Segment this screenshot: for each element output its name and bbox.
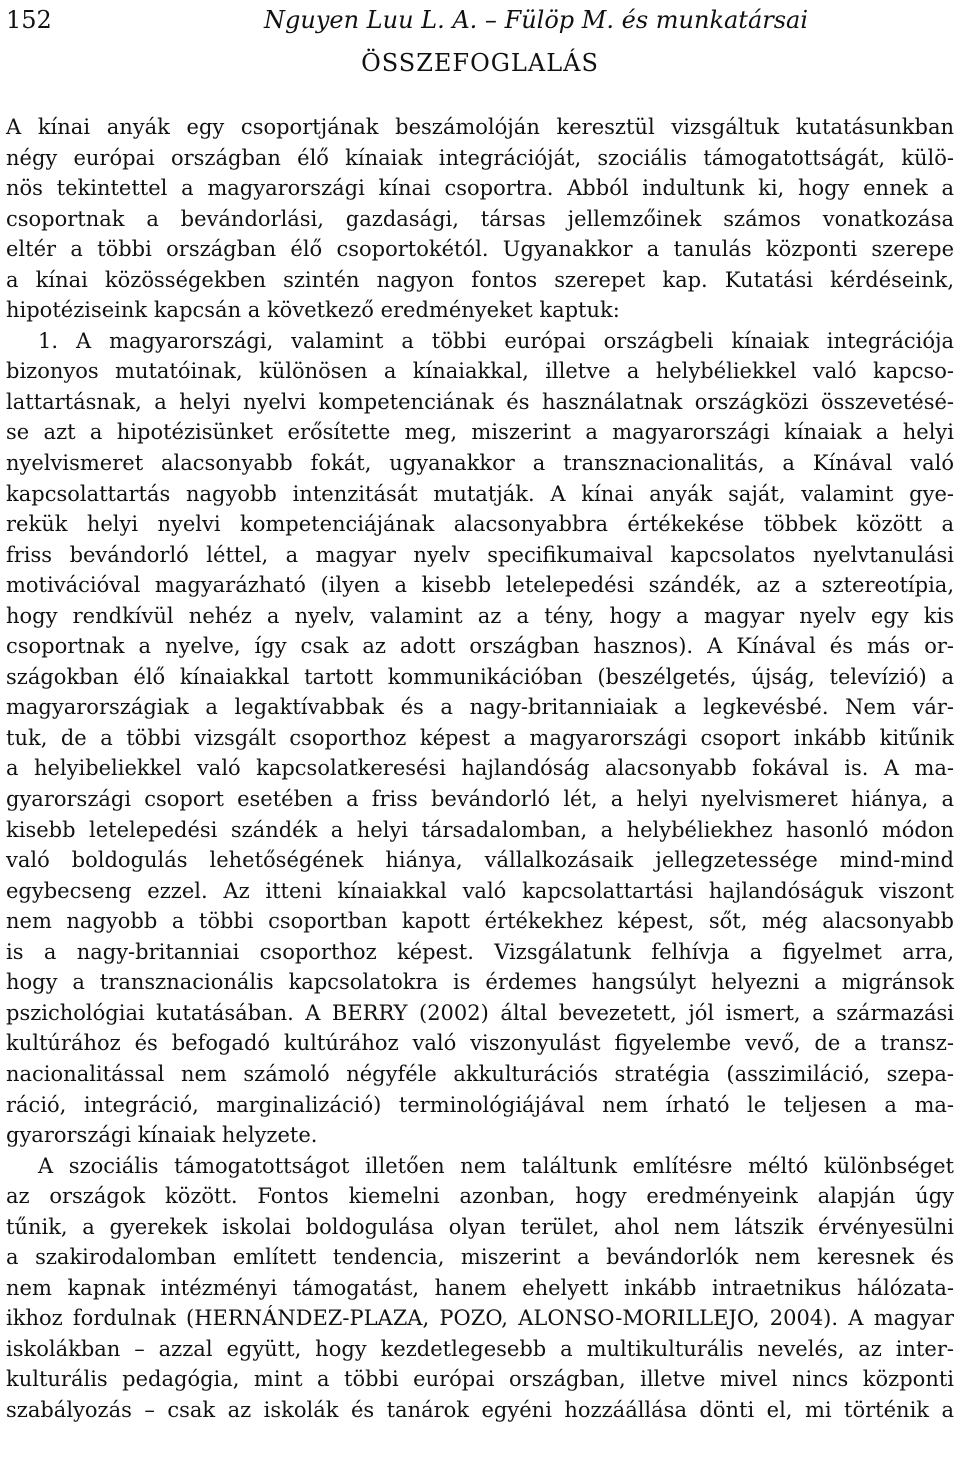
text-line: a helyibeliekkel való kapcsolatkeresési hajlandóság alacsonyabb fokával is. A ma- bbox=[6, 756, 954, 781]
section-title: ÖSSZEFOGLALÁS bbox=[361, 49, 599, 77]
text-line: nacionalitással nem számoló négyféle akkulturációs stratégia (asszimiláció, szepa- bbox=[6, 1061, 954, 1086]
text-line: való boldogulás lehetőségének hiánya, vállalkozásaik jellegzetessége mind-mind bbox=[6, 848, 954, 873]
running-head-authors: Nguyen Luu L. A. – Fülöp M. és munkatársai bbox=[264, 6, 809, 34]
text-line: motivációval magyarázható (ilyen a kisebb letelepedési szándék, az a sztereotípia, bbox=[6, 573, 954, 598]
text-line: A szociális támogatottságot illetően nem találtunk említésre méltó különbséget bbox=[38, 1153, 954, 1178]
text-line: négy európai országban élő kínaiak integrációját, szociális támogatottságát, külö- bbox=[6, 145, 954, 170]
text-line: lattartásnak, a helyi nyelvi kompetenciának és használatnak országközi összevetésé- bbox=[6, 389, 954, 414]
text-line: ikhoz fordulnak (HERNÁNDEZ-PLAZA, POZO, ALONSO-MORILLEJO, 2004). A magyar bbox=[6, 1306, 954, 1331]
text-line: szabályozás – csak az iskolák és tanárok egyéni hozzáállása dönti el, mi történik a bbox=[6, 1397, 954, 1422]
document-page bbox=[6, 0, 954, 1460]
text-line: se azt a hipotézisünket erősítette meg, miszerint a magyarországi kínaiak a helyi bbox=[6, 420, 954, 445]
text-line: gyarországi csoport esetében a friss bevándorló lét, a helyi nyelvismeret hiánya, a bbox=[6, 787, 954, 812]
text-line: is a nagy-britanniai csoporthoz képest. Vizsgálatunk felhívja a figyelmet arra, bbox=[6, 939, 954, 964]
text-line: kapcsolattartás nagyobb intenzitását mutatják. A kínai anyák saját, valamint gye- bbox=[6, 481, 954, 506]
text-line: pszichológiai kutatásában. A BERRY (2002) által bevezetett, jól ismert, a származási bbox=[6, 1000, 954, 1025]
text-line: kultúrához és befogadó kultúrához való viszonyulást figyelembe vevő, de a transz- bbox=[6, 1031, 954, 1056]
text-line: kulturális pedagógia, mint a többi európai országban, illetve mivel nincs központi bbox=[6, 1367, 954, 1392]
text-line: eltér a többi országban élő csoportokétól. Ugyanakkor a tanulás központi szerepe bbox=[6, 237, 954, 262]
text-line: csoportnak a nyelve, így csak az adott országban hasznos). A Kínával és más or- bbox=[6, 634, 954, 659]
text-line: szágokban élő kínaiakkal tartott kommunikációban (beszélgetés, újság, televízió) a bbox=[6, 664, 954, 689]
text-line: kisebb letelepedési szándék a helyi társadalomban, a helybéliekhez hasonló módon bbox=[6, 817, 954, 842]
text-line: nös tekintettel a magyarországi kínai csoportra. Abból indultunk ki, hogy ennek a bbox=[6, 176, 954, 201]
text-line: a szakirodalomban említett tendencia, miszerint a bevándorlók nem keresnek és bbox=[6, 1245, 954, 1270]
text-line: magyarországiak a legaktívabbak és a nagy-britanniaiak a legkevésbé. Nem vár- bbox=[6, 695, 954, 720]
text-line: 1. A magyarországi, valamint a többi európai országbeli kínaiak integrációja bbox=[38, 328, 954, 353]
text-line: A kínai anyák egy csoportjának beszámolóján keresztül vizsgáltuk kutatásunkban bbox=[6, 115, 954, 139]
text-line: bizonyos mutatóinak, különösen a kínaiakkal, illetve a helybéliekkel való kapcso- bbox=[6, 359, 954, 384]
text-line: gyarországi kínaiak helyzete. bbox=[6, 1123, 318, 1148]
text-line: hogy a transznacionális kapcsolatokra is érdemes hangsúlyt helyezni a migránsok bbox=[6, 970, 954, 995]
text-line: nyelvismeret alacsonyabb fokát, ugyanakkor a transznacionalitás, a Kínával való bbox=[6, 451, 954, 476]
text-line: rekük helyi nyelvi kompetenciájának alacsonyabbra értékekése többek között a bbox=[6, 512, 954, 537]
text-line: hogy rendkívül nehéz a nyelv, valamint az a tény, hogy a magyar nyelv egy kis bbox=[6, 603, 954, 628]
text-line: a kínai közösségekben szintén nagyon fontos szerepet kap. Kutatási kérdéseink, bbox=[6, 267, 954, 292]
text-line: csoportnak a bevándorlási, gazdasági, társas jellemzőinek számos vonatkozása bbox=[6, 206, 954, 231]
text-line: tűnik, a gyerekek iskolai boldogulása olyan terület, ahol nem látszik érvényesülni bbox=[6, 1214, 954, 1239]
text-line: hipotéziseink kapcsán a következő eredményeket kaptuk: bbox=[6, 298, 620, 323]
text-line: tuk, de a többi vizsgált csoporthoz képest a magyarországi csoport inkább kitűnik bbox=[6, 725, 954, 750]
text-line: nem nagyobb a többi csoportban kapott értékekhez képest, sőt, még alacsonyabb bbox=[6, 909, 954, 934]
running-head bbox=[6, 2, 954, 38]
text-line: nem kapnak intézményi támogatást, hanem ehelyett inkább intraetnikus hálózata- bbox=[6, 1275, 954, 1300]
body-text bbox=[6, 112, 954, 1426]
text-line: iskolákban – azzal együtt, hogy kezdetlegesebb a multikulturális nevelés, az inter- bbox=[6, 1336, 954, 1361]
text-line: egybecseng ezzel. Az itteni kínaiakkal való kapcsolattartási hajlandóságuk viszont bbox=[6, 878, 954, 903]
page-number: 152 bbox=[6, 6, 52, 34]
text-line: friss bevándorló léttel, a magyar nyelv specifikumaival kapcsolatos nyelvtanulási bbox=[6, 542, 954, 567]
text-line: az országok között. Fontos kiemelni azonban, hogy eredményeink alapján úgy bbox=[6, 1184, 954, 1209]
text-line: ráció, integráció, marginalizáció) terminológiájával nem írható le teljesen a ma- bbox=[6, 1092, 954, 1117]
